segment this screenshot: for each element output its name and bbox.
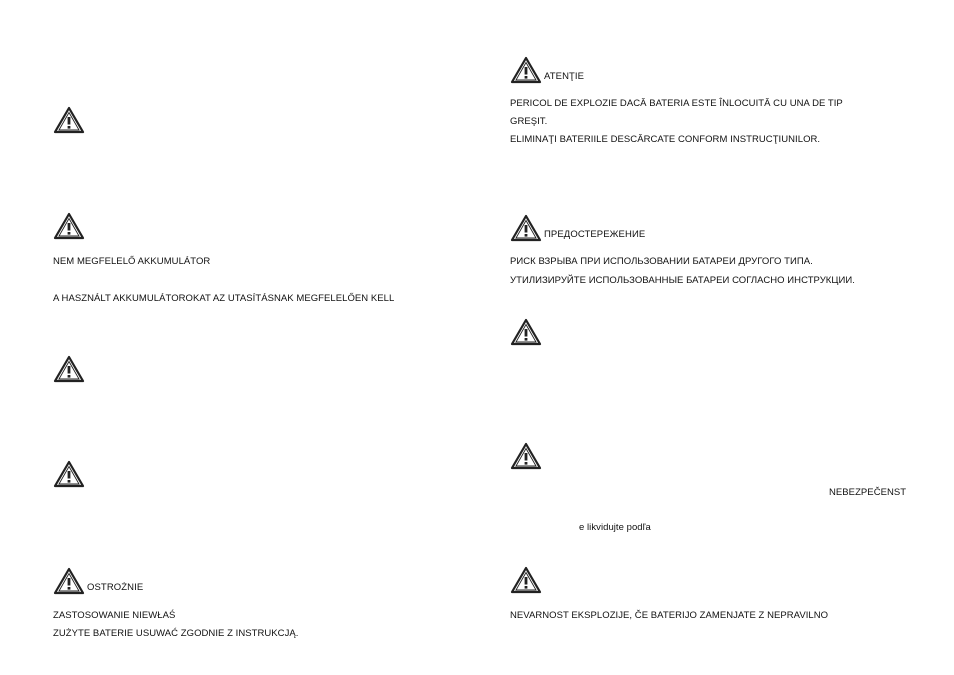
warning-block-sk bbox=[510, 442, 542, 470]
ro-line-1: PERICOL DE EXPLOZIE DACĂ BATERIA ESTE ÎNLOCUITĂ CU UNA DE TIP bbox=[510, 98, 843, 109]
ru-line-1: РИСК ВЗРЫВА ПРИ ИСПОЛЬЗОВАНИИ БАТАРЕИ ДРУГОГО ТИПА. bbox=[510, 256, 813, 267]
warning-triangle-icon bbox=[510, 318, 542, 346]
warning-block-7 bbox=[510, 318, 542, 346]
sk-line-1: NEBEZPEČENST bbox=[829, 487, 907, 498]
ru-line-2: УТИЛИЗИРУЙТЕ ИСПОЛЬЗОВАННЫЕ БАТАРЕИ СОГЛАСНО ИНСТРУКЦИИ. bbox=[510, 275, 855, 286]
warning-block-hu bbox=[53, 212, 85, 240]
warning-block-3 bbox=[53, 355, 85, 383]
pl-line-2: ZUŻYTE BATERIE USUWAĆ ZGODNIE Z INSTRUKCJĄ. bbox=[53, 628, 299, 639]
warning-block-ro bbox=[510, 56, 584, 84]
warning-triangle-icon bbox=[510, 214, 542, 242]
warning-block-pl bbox=[53, 567, 143, 595]
warning-triangle-icon bbox=[53, 460, 85, 488]
warning-triangle-icon bbox=[53, 567, 85, 595]
warning-triangle-icon bbox=[53, 355, 85, 383]
sl-line-1: NEVARNOST EKSPLOZIJE, ČE BATERIJO ZAMENJATE Z NEPRAVILNO bbox=[510, 610, 829, 621]
warning-block-1 bbox=[53, 106, 85, 134]
ro-heading: ATENŢIE bbox=[544, 71, 585, 82]
ru-heading: ПРЕДОСТЕРЕЖЕНИЕ bbox=[544, 229, 646, 240]
pl-heading: OSTROŻNIE bbox=[87, 582, 144, 593]
ro-line-2: GREŞIT. bbox=[510, 116, 548, 127]
sk-line-2: e likvidujte podľa bbox=[579, 522, 651, 533]
warning-triangle-icon bbox=[53, 212, 85, 240]
warning-block-sl bbox=[510, 566, 542, 594]
warning-triangle-icon bbox=[510, 566, 542, 594]
warning-block-4 bbox=[53, 460, 85, 488]
warning-triangle-icon bbox=[53, 106, 85, 134]
hu-line-1: NEM MEGFELELŐ AKKUMULÁTOR bbox=[53, 256, 211, 267]
warning-triangle-icon bbox=[510, 442, 542, 470]
warning-block-ru bbox=[510, 214, 645, 242]
pl-line-1: ZASTOSOWANIE NIEWŁAŚ bbox=[53, 610, 176, 621]
warning-triangle-icon bbox=[510, 56, 542, 84]
ro-line-3: ELIMINAŢI BATERIILE DESCĂRCATE CONFORM INSTRUCŢIUNILOR. bbox=[510, 134, 821, 145]
hu-line-2: A HASZNÁLT AKKUMULÁTOROKAT AZ UTASÍTÁSNAK MEGFELELŐEN KELL bbox=[53, 293, 395, 304]
